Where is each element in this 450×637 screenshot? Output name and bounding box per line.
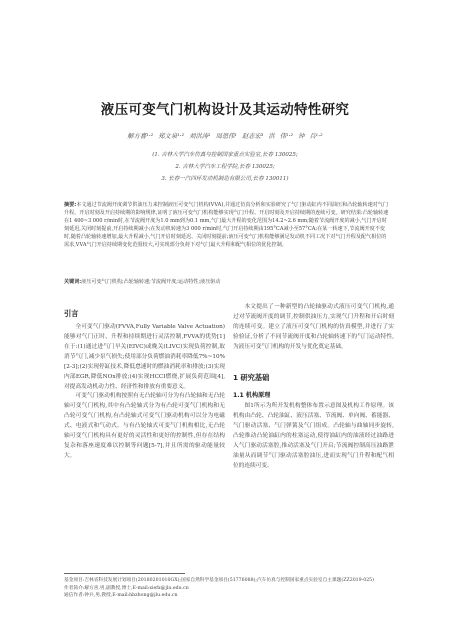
footnote-corresponding: 通信作者:钟兵,男,教授,E-mail:hbzhong@jlu.edu.cn bbox=[64, 593, 178, 599]
intro-paragraph-1: 全可变气门驱动(FVVA,Fully Variable Valve Actuation)能够对气门正时、升程和持续期进行灵活控制,FVVA的优势[1]在于:(1)通过进气门早关(EIVC)或晚关(LIVC)实现负荷控制,取消节气门,减少泵气损失;使用部分负荷燃油消耗率降低7%~10%[2-3];(2)实现停缸技术,降低怠速时的燃油消耗率和排放;(3)实现内部EGR,降低NOx排放;(4)实现HCCI燃烧,扩展负荷范围[4],对提高发动机动力性、经济性和排放有重要意义。 bbox=[64, 324, 225, 390]
affiliation-2: 2. 吉林大学汽车工程学院,长春 130025; bbox=[175, 164, 275, 170]
abstract-label: 摘要: bbox=[64, 202, 77, 208]
keywords-text: 液压可变气门机构;凸轮轴转速;节流阀开度;运动特性;液压驱动 bbox=[81, 279, 221, 285]
author-list: 解方喜¹·² 郑文泉¹·² 刘洪涛¹ 周恩伟¹ 赵志宏³ 洪 伟¹·² 钟 兵¹·² bbox=[127, 133, 323, 140]
heading-research-basis: 1 研究基础 bbox=[233, 373, 270, 382]
affiliation-1: (1. 吉林大学汽车仿真与控制国家重点实验室,长春 130025; bbox=[152, 152, 298, 158]
abstract bbox=[64, 201, 389, 249]
footnote bbox=[64, 577, 389, 600]
heading-introduction: 引言 bbox=[64, 309, 79, 318]
footnote-funding: 基金项目:吉林省科技发展计划项目(20180201010GX);国家自然科学基金项目(51776088);汽车仿真与控制国家重点实验室自主课题(ZZ2019-025) bbox=[64, 578, 374, 583]
keywords-label: 关键词: bbox=[64, 279, 82, 285]
right-intro-paragraph: 本文提出了一种新型的凸轮轴驱动式液压可变气门机构,通过对节流阀开度的调节,控制供油压力,实现气门升程和开启时刻的连续可变。建立了液压可变气门机构的仿真模型,并进行了实验验证,分析了不同节流阀开度和凸轮轴转速下的气门运动特性,为液压可变气门机构的开发与优化奠定基础。 bbox=[233, 304, 394, 350]
mechanism-paragraph: 图1所示为所开发机构整体布置示意图及机构工作原理。该机构由凸轮、凸轮油缸、液压活塞、节流阀、单向阀、蓄能器、气门驱动活塞、气门弹簧及气门组成。凸轮轴与曲轴同步旋转,凸轮推动凸轮油缸内的柱塞运动,使得油缸内的油液经过油路进入气门驱动活塞腔,推动活塞及气门开启;节流阀控制高压油路泄油量从而调节气门驱动活塞腔油压,进而实现气门升程和配气相位的连续可变。 bbox=[233, 403, 394, 469]
footnote-author: 作者简介:解方喜,男,副教授,博士,E-mail:xiefx@jlu.edu.cn bbox=[64, 585, 189, 591]
affiliation-3: 3. 长春一汽四环发动机制造有限公司,长春 130011) bbox=[161, 176, 289, 182]
footnote-rule bbox=[64, 573, 185, 574]
left-column bbox=[64, 323, 225, 568]
abstract-text: 本文通过节流阀开度调节供油压力来控制液压可变气门机构(VVA),并通过仿真分析和实验研究了气门驱动缸内不同油压和凸轮轴转速对气门升程、开启时刻及开启持续期的影响规律,证明了液压可变气门机构能够实现气门升程、开启时刻及开启持续期的连续可变。研究结果:凸轮轴转速在1 400~3 000 r/min时,在节流阀开度为1.0 mm到为0.1 mm,气门最大升程的变化范围为14.2~2.6 mm;随着节流阀开度的减小,气门开启时刻延迟,关闭时刻提前,开启持续期减小;在发动机转速为3 000 r/min时,气门开启持续期由195°CA减小至57°CA;在某一转速下,节流阀开度不变时,随着凸轮轴转速增加,最大升程减小,气门开启时刻延迟、关闭时刻提前;液压可变气门机构能够满足发动机不同工况下对气门升程及配气相位的需求,VVA气门开启持续期变化范围较大,可实现部分负荷下对气门最大升程和配气相位的优化控制。 bbox=[64, 202, 389, 249]
keywords bbox=[64, 279, 389, 287]
heading-mechanism-principle: 1.1 机构原理 bbox=[233, 392, 271, 399]
intro-paragraph-2: 可变气门驱动机构按照有无凸轮轴可分为有凸轮轴和无凸轮轴可变气门机构,其中有凸轮轴式分为有凸轮可变气门机构和无凸轮可变气门机构,有凸轮轴式可变气门驱动机构可以分为电磁式、电液式和气动式。与有凸轮轴式可变气门机构相比,无凸轮轴可变气门机构具有更好的灵活性和更好的控制性,但存在结构复杂和落座速度难以控制等问题[5-7],并且所需的驱动能量较大。 bbox=[64, 393, 225, 459]
paper-title: 液压可变气门机构设计及其运动特性研究 bbox=[100, 102, 350, 118]
